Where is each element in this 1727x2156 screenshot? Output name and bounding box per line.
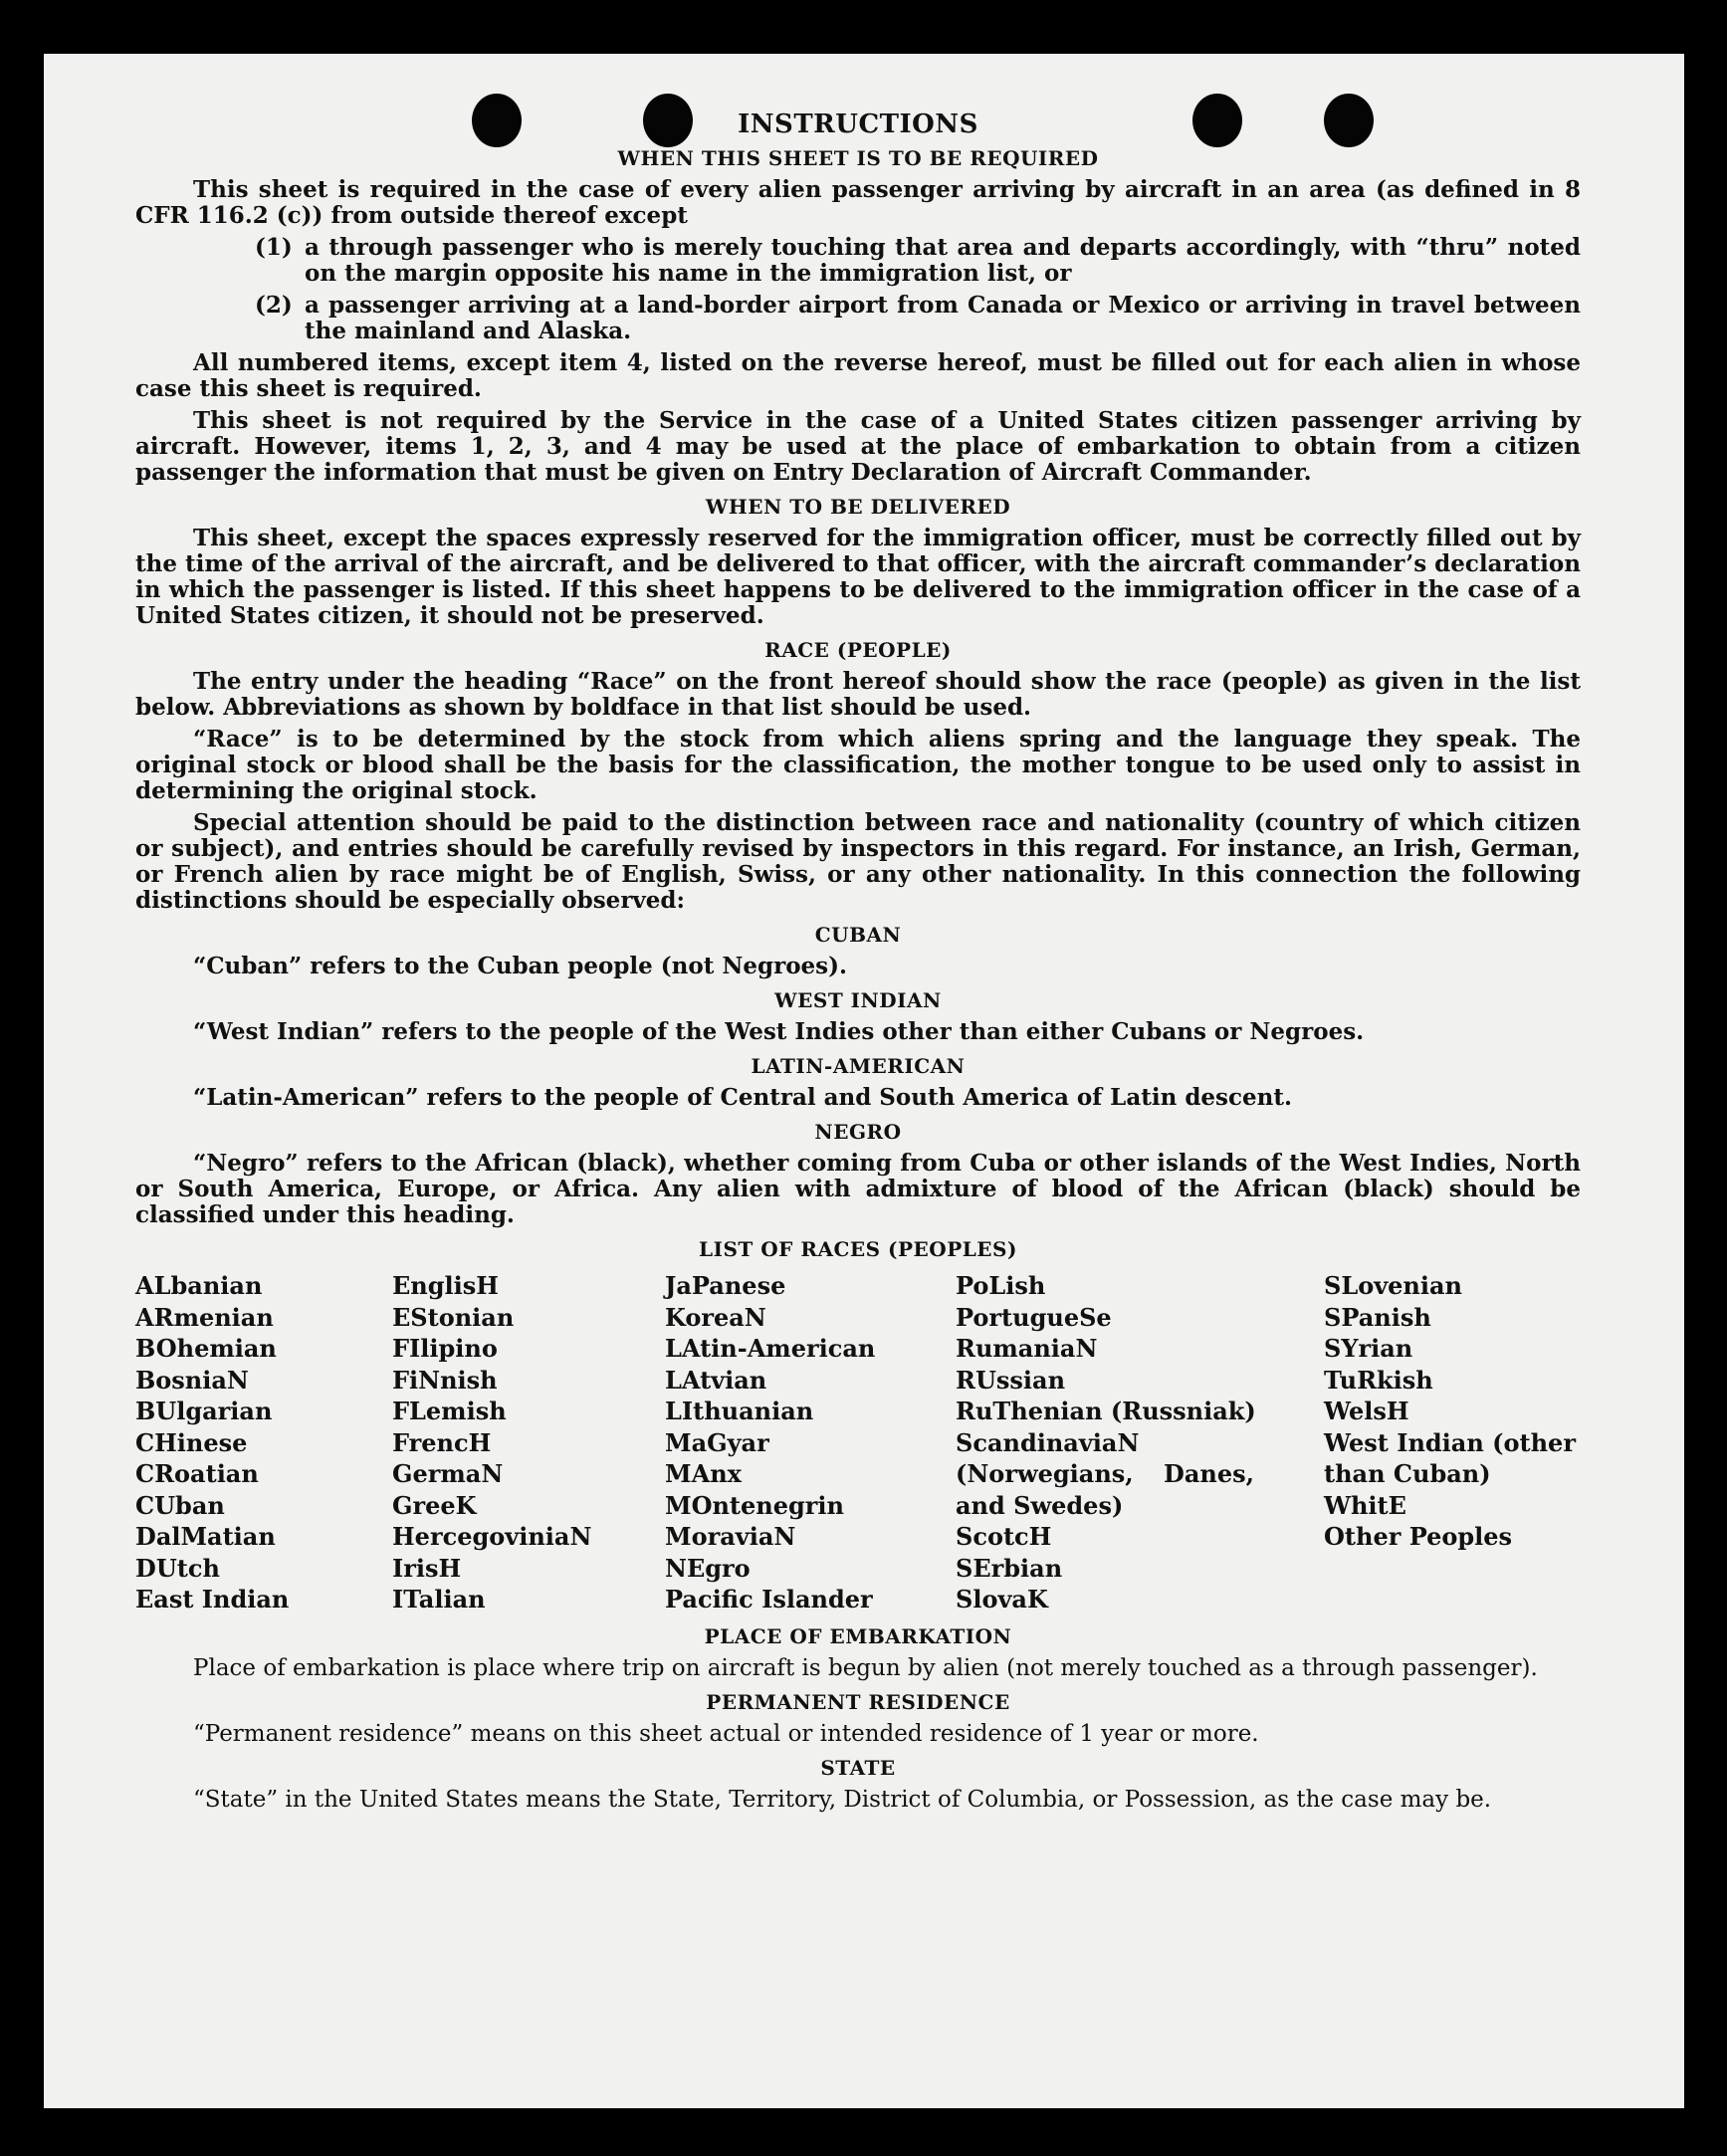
race-item: FiNnish bbox=[392, 1365, 498, 1395]
heading-when-required: WHEN THIS SHEET IS TO BE REQUIRED bbox=[617, 146, 1099, 170]
race-item: IrisH bbox=[392, 1553, 462, 1583]
heading-cuban: CUBAN bbox=[814, 923, 902, 947]
exception-item-2 bbox=[135, 293, 1581, 344]
race-item: NEgro bbox=[665, 1553, 751, 1583]
heading-race: RACE (PEOPLE) bbox=[764, 638, 952, 662]
race-item: MoraviaN bbox=[665, 1522, 796, 1551]
race-item: GreeK bbox=[392, 1490, 477, 1520]
item-number: (2) bbox=[255, 292, 293, 319]
race-item: LAtvian bbox=[665, 1365, 767, 1395]
heading-embarkation: PLACE OF EMBARKATION bbox=[704, 1623, 1012, 1648]
exception-item-1 bbox=[135, 235, 1581, 287]
race-column-4 bbox=[956, 1270, 1324, 1616]
when-required-intro: This sheet is required in the case of every alien passenger arriving by aircraft in an area (as defined in 8 CFR 116.2 (c)) from outside thereof except bbox=[135, 176, 1581, 229]
race-item: LIthuanian bbox=[665, 1397, 814, 1425]
item-number: (1) bbox=[255, 234, 293, 261]
latin-american-paragraph: “Latin-American” refers to the people of Central and South America of Latin descent. bbox=[193, 1084, 1292, 1111]
race-item: HercegoviniaN bbox=[392, 1522, 592, 1551]
race-item: SYrian bbox=[1324, 1334, 1413, 1363]
race-item: PortugueSe bbox=[956, 1302, 1112, 1332]
race-item: East Indian bbox=[135, 1585, 290, 1614]
race-list bbox=[135, 1270, 1581, 1616]
race-item: CHinese bbox=[135, 1427, 248, 1457]
heading-state: STATE bbox=[820, 1755, 896, 1780]
race-paragraph-2: “Race” is to be determined by the stock from which aliens spring and the language they speak. The original stock or blood shall be the basis for the classification, the mother tongue to be used only to assist in determining the original stock. bbox=[135, 726, 1581, 804]
race-item: WhitE bbox=[1324, 1490, 1406, 1520]
race-item: MOntenegrin bbox=[665, 1490, 844, 1520]
numbered-items-paragraph: All numbered items, except item 4, listed on the reverse hereof, must be filled out for each alien in whose case this sheet is required. bbox=[135, 349, 1581, 402]
race-item: DUtch bbox=[135, 1553, 220, 1583]
race-item: RuThenian (Russniak) bbox=[956, 1397, 1256, 1425]
race-item: MaGyar bbox=[665, 1427, 769, 1457]
heading-permanent-residence: PERMANENT RESIDENCE bbox=[706, 1689, 1010, 1714]
race-item: EnglisH bbox=[392, 1271, 499, 1300]
race-item: EStonian bbox=[392, 1302, 515, 1332]
heading-west-indian: WEST INDIAN bbox=[774, 988, 942, 1012]
race-item: GermaN bbox=[392, 1459, 504, 1488]
race-item: FrencH bbox=[392, 1427, 492, 1457]
west-indian-paragraph: “West Indian” refers to the people of the West Indies other than either Cubans or Negroes. bbox=[193, 1018, 1365, 1045]
cuban-paragraph: “Cuban” refers to the Cuban people (not Negroes). bbox=[193, 953, 848, 979]
heading-list-of-races: LIST OF RACES (PEOPLES) bbox=[699, 1237, 1017, 1261]
heading-negro: NEGRO bbox=[814, 1120, 902, 1144]
race-paragraph-1: The entry under the heading “Race” on the front hereof should show the race (people) as given in the list below. Abbreviations as shown by boldface in that list should be used. bbox=[135, 668, 1581, 721]
race-item: SPanish bbox=[1324, 1302, 1431, 1332]
race-item-west-indian: West Indian (other than Cuban) bbox=[1324, 1427, 1576, 1488]
race-item: LAtin-American bbox=[665, 1334, 876, 1363]
item-text: a through passenger who is merely touching that area and departs accordingly, with “thru” noted on the margin opposite his name in the immigration list, or bbox=[305, 234, 1581, 287]
item-text: a passenger arriving at a land-border airport from Canada or Mexico or arriving in travel between the mainland and Alaska. bbox=[305, 292, 1581, 344]
negro-paragraph: “Negro” refers to the African (black), whether coming from Cuba or other islands of the West Indies, North or South America, Europe, or Africa. Any alien with admixture of blood of the African (black) should be classified under this heading. bbox=[135, 1150, 1581, 1228]
race-item: DalMatian bbox=[135, 1522, 276, 1551]
race-item: JaPanese bbox=[665, 1271, 786, 1300]
race-item: CRoatian bbox=[135, 1459, 259, 1488]
race-item: BUlgarian bbox=[135, 1397, 273, 1425]
instructions-body bbox=[135, 111, 1581, 1819]
race-paragraph-3: Special attention should be paid to the distinction between race and nationality (country of which citizen or subject), and entries should be carefully revised by inspectors in this regard. For instance, an Irish, German, or French alien by race might be of English, Swiss, or any other nationality. In this connection the following distinctions should be especially observed: bbox=[135, 809, 1581, 914]
race-item: ALbanian bbox=[135, 1271, 263, 1300]
race-column-2 bbox=[392, 1270, 665, 1616]
race-item: RUssian bbox=[956, 1365, 1066, 1395]
race-item: KoreaN bbox=[665, 1302, 766, 1332]
race-column-5 bbox=[1324, 1270, 1581, 1616]
race-item: BosniaN bbox=[135, 1365, 249, 1395]
residence-paragraph: “Permanent residence” means on this sheet actual or intended residence of 1 year or more. bbox=[193, 1720, 1259, 1747]
race-item: SLovenian bbox=[1324, 1271, 1462, 1300]
race-item-scandinavian: ScandinaviaN (Norwegians, Danes, and Swedes) bbox=[956, 1427, 1254, 1520]
heading-latin-american: LATIN-AMERICAN bbox=[751, 1054, 966, 1078]
race-item: ARmenian bbox=[135, 1302, 274, 1332]
race-item: Other Peoples bbox=[1324, 1522, 1513, 1551]
race-item: ScotcH bbox=[956, 1522, 1052, 1551]
race-item: MAnx bbox=[665, 1459, 742, 1488]
race-item: Pacific Islander bbox=[665, 1585, 873, 1614]
race-item: SErbian bbox=[956, 1553, 1063, 1583]
race-item: PoLish bbox=[956, 1271, 1046, 1300]
race-item: CUban bbox=[135, 1490, 225, 1520]
not-required-paragraph: This sheet is not required by the Service in the case of a United States citizen passenger arriving by aircraft. However, items 1, 2, 3, and 4 may be used at the place of embarkation to obtain from a citizen passenger the information that must be given on Entry Declaration of Aircraft Commander. bbox=[135, 407, 1581, 486]
race-item: WelsH bbox=[1324, 1397, 1409, 1425]
race-item: FIlipino bbox=[392, 1334, 498, 1363]
race-item: FLemish bbox=[392, 1397, 507, 1425]
document-page bbox=[44, 54, 1684, 2108]
when-delivered-paragraph: This sheet, except the spaces expressly reserved for the immigration officer, must be correctly filled out by the time of the arrival of the aircraft, and be delivered to that officer, with the aircraft commander’s declaration in which the passenger is listed. If this sheet happens to be delivered to the immigration officer in the case of a United States citizen, it should not be preserved. bbox=[135, 525, 1581, 629]
race-item: TuRkish bbox=[1324, 1365, 1433, 1395]
race-item: ITalian bbox=[392, 1585, 486, 1614]
heading-when-delivered: WHEN TO BE DELIVERED bbox=[705, 495, 1011, 519]
race-column-3 bbox=[665, 1270, 956, 1616]
embarkation-paragraph: Place of embarkation is place where trip on aircraft is begun by alien (not merely touched as a through passenger). bbox=[193, 1654, 1538, 1681]
page-title: INSTRUCTIONS bbox=[738, 109, 978, 139]
race-item: BOhemian bbox=[135, 1334, 277, 1363]
race-column-1 bbox=[135, 1270, 392, 1616]
race-item: SlovaK bbox=[956, 1585, 1048, 1614]
state-paragraph: “State” in the United States means the State, Territory, District of Columbia, or Possession, as the case may be. bbox=[193, 1786, 1492, 1813]
race-item: RumaniaN bbox=[956, 1334, 1098, 1363]
